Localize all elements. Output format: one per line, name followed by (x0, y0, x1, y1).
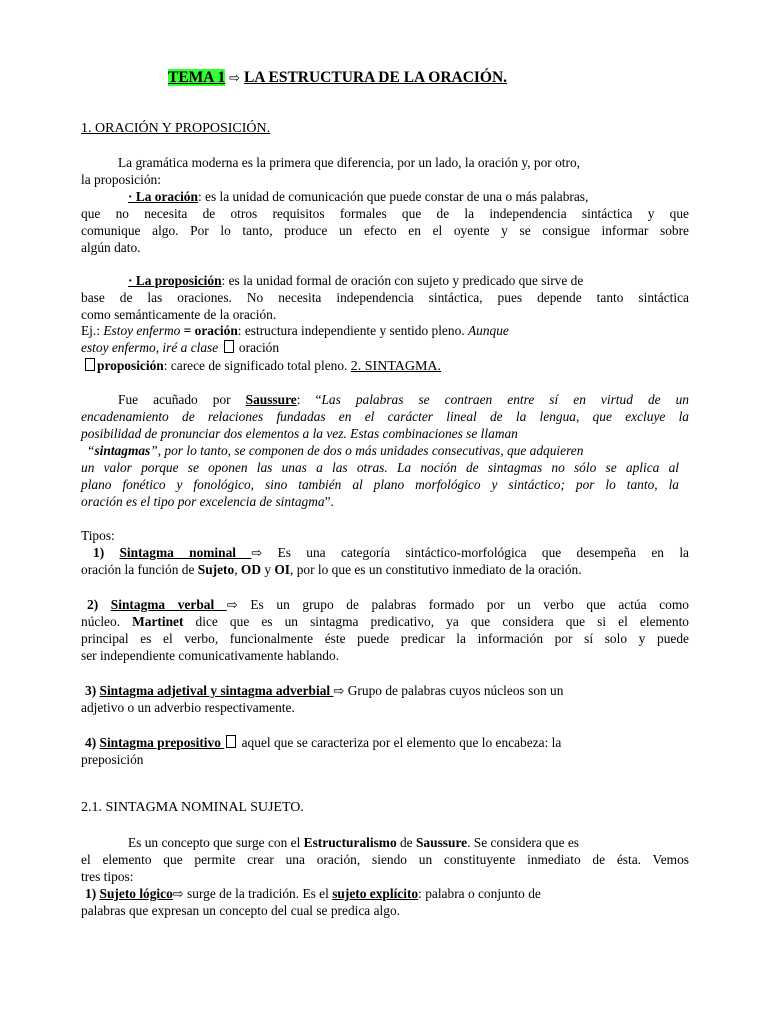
term-sintagmas: sintagmas (94, 443, 151, 458)
quote-line: encadenamiento de relaciones fundadas en el carácter lineal de la lengua, que excluye la (81, 409, 689, 424)
title-text: LA ESTRUCTURA DE LA ORACIÓN. (243, 69, 508, 86)
term-oracion-ref: oración (194, 323, 238, 338)
quote-text: Las palabras se contraen entre sí en virtud de un (321, 392, 689, 407)
example-tail: oración (235, 340, 280, 355)
quote-line: posibilidad de pronunciar dos elementos a la vez. Estas combinaciones se llaman (81, 426, 518, 441)
term-sujeto-explicito: sujeto explícito (332, 886, 419, 901)
quote-intro: Fue acuñado por (118, 392, 246, 407)
example-sentence: Estoy enfermo (103, 323, 181, 338)
sujeto-logico-line: palabras que expresan un concepto del cual se predica algo. (81, 903, 401, 918)
separator: , (234, 562, 241, 577)
sujeto-logico-line (85, 886, 541, 903)
author-saussure: Saussure (415, 835, 468, 850)
definition-text: Es un grupo de palabras formado por un verbo que actúa como (237, 597, 689, 612)
term-sintagma-nominal: Sintagma nominal (119, 545, 252, 560)
tipo-4-line: preposición (81, 752, 144, 767)
missing-glyph-icon (226, 735, 236, 748)
definition-text: aquel que se caracteriza por el elemento que lo encabeza: la (238, 735, 562, 750)
quote-line: un valor porque se oponen las unas a las otras. La noción de sintagmas no sólo se aplica al (81, 460, 679, 475)
missing-glyph-icon (85, 358, 95, 371)
definition-text: núcleo. (81, 614, 133, 629)
quote-line (118, 392, 689, 408)
tipo-3-line (85, 683, 563, 700)
missing-glyph-icon (224, 340, 234, 353)
list-number: 1) (93, 545, 120, 560)
definition-text: : palabra o conjunto de (418, 886, 541, 901)
tipo-2-line (87, 597, 689, 614)
arrow-icon: ⇨ (226, 598, 238, 613)
quote-line (81, 443, 583, 459)
section-1-heading: 1. ORACIÓN Y PROPOSICIÓN. (81, 121, 271, 136)
term-proposicion-ref: proposición (97, 358, 164, 373)
tipo-4-line (85, 735, 561, 751)
equals-sign: = (180, 323, 195, 338)
definition-text: Grupo de palabras cuyos núcleos son un (344, 683, 564, 698)
term-sintagma-verbal: Sintagma verbal (110, 597, 227, 612)
section-2-heading: 2. SINTAGMA. (350, 359, 442, 374)
tipo-3-line: adjetivo o un adverbio respectivamente. (81, 700, 295, 715)
definition-text: dice que es un sintagma predicativo, ya que considera que si el elemento (183, 614, 689, 629)
section-2-1-heading: 2.1. SINTAGMA NOMINAL SUJETO. (81, 800, 304, 815)
paragraph-line: el elemento que permite crear una oración, siendo un constituyente inmediato de ésta. Vemos (81, 852, 689, 867)
term-sintagma-adjetival-adverbial: Sintagma adjetival y sintagma adverbial (99, 683, 334, 698)
paragraph-line: que no necesita de otros requisitos formales que de la independencia sintáctica y que (81, 206, 689, 221)
tema-label: TEMA 1 (168, 69, 226, 86)
definition-text: , por lo que es un constitutivo inmediato de la oración. (290, 562, 582, 577)
tipo-2-line (81, 614, 689, 630)
paragraph-line: como semánticamente de la oración. (81, 307, 277, 322)
example-sentence: estoy enfermo, iré a clase (81, 340, 222, 355)
paragraph-line: base de las oraciones. No necesita independencia sintáctica, pues depende tanto sintáctica (81, 290, 689, 305)
arrow-icon: ⇨ (172, 887, 184, 902)
author-saussure: Saussure (245, 392, 297, 407)
term-oi: OI (274, 562, 291, 577)
term-estructuralismo: Estructuralismo (303, 835, 397, 850)
paragraph-line: tres tipos: (81, 869, 134, 884)
term-sintagma-prepositivo: Sintagma prepositivo (99, 735, 225, 750)
definition-oracion (128, 189, 588, 205)
definition-text: oración la función de (81, 562, 198, 577)
list-number: 1) (85, 886, 100, 901)
tipo-2-line: ser independiente comunicativamente hablando. (81, 648, 340, 663)
quote-mark: “ (87, 443, 95, 458)
quote-close: ”. (324, 494, 334, 509)
quote-text: ”, por lo tanto, se componen de dos o más unidades consecutivas, que adquieren (150, 443, 584, 458)
quote-line (81, 494, 334, 510)
term-sujeto: Sujeto (197, 562, 235, 577)
paragraph-line: La gramática moderna es la primera que diferencia, por un lado, la oración y, por otro, (118, 155, 581, 170)
quote-text: oración es el tipo por excelencia de sintagma (81, 494, 325, 509)
paragraph-line: la proposición: (81, 172, 161, 187)
list-number: 4) (85, 735, 100, 750)
example-line (81, 340, 279, 356)
definition-text: : es la unidad formal de oración con sujeto y predicado que sirve de (221, 273, 584, 288)
paragraph-text: Es un concepto que surge con el (128, 835, 304, 850)
separator: y (261, 562, 275, 577)
example-line (83, 358, 441, 375)
term-proposicion: · La proposición (128, 273, 222, 288)
author-martinet: Martinet (132, 614, 184, 629)
definition-text: Es una categoría sintáctico-morfológica que desempeña en la (262, 545, 689, 560)
example-line (81, 323, 509, 339)
example-label: Ej.: (81, 323, 104, 338)
tipos-label: Tipos: (81, 528, 115, 543)
paragraph-line: comunique algo. Por lo tanto, produce un efecto en el oyente y se consigue informar sobre (81, 223, 689, 238)
quote-line: plano fonético y fonológico, sino también al plano morfológico y sintáctico; por lo tanto, la (81, 477, 679, 492)
term-oracion: · La oración (128, 189, 198, 204)
example-desc: : carece de significado total pleno. (163, 358, 351, 373)
paragraph-text: de (396, 835, 416, 850)
arrow-icon: ⇨ (251, 546, 263, 561)
tipo-1-line (81, 562, 582, 578)
definition-text: surge de la tradición. Es el (183, 886, 333, 901)
arrow-icon: ⇨ (229, 71, 241, 86)
quote-open: : “ (296, 392, 322, 407)
definition-text: : es la unidad de comunicación que puede constar de una o más palabras, (197, 189, 589, 204)
arrow-icon: ⇨ (333, 684, 345, 699)
tipo-2-line: principal es el verbo, funcionalmente éste puede predicar la información por sí solo y puede (81, 631, 689, 646)
tipo-1-line (93, 545, 689, 562)
example-desc: : estructura independiente y sentido pleno. (237, 323, 468, 338)
page-title (168, 70, 507, 87)
paragraph-line: algún dato. (81, 240, 141, 255)
term-sujeto-logico: Sujeto lógico (99, 886, 173, 901)
example-aunque: Aunque (467, 323, 509, 338)
paragraph-text: . Se considera que es (467, 835, 580, 850)
definition-proposicion (128, 273, 583, 289)
list-number: 2) (87, 597, 111, 612)
term-od: OD (240, 562, 261, 577)
paragraph-line (128, 835, 579, 851)
list-number: 3) (85, 683, 100, 698)
